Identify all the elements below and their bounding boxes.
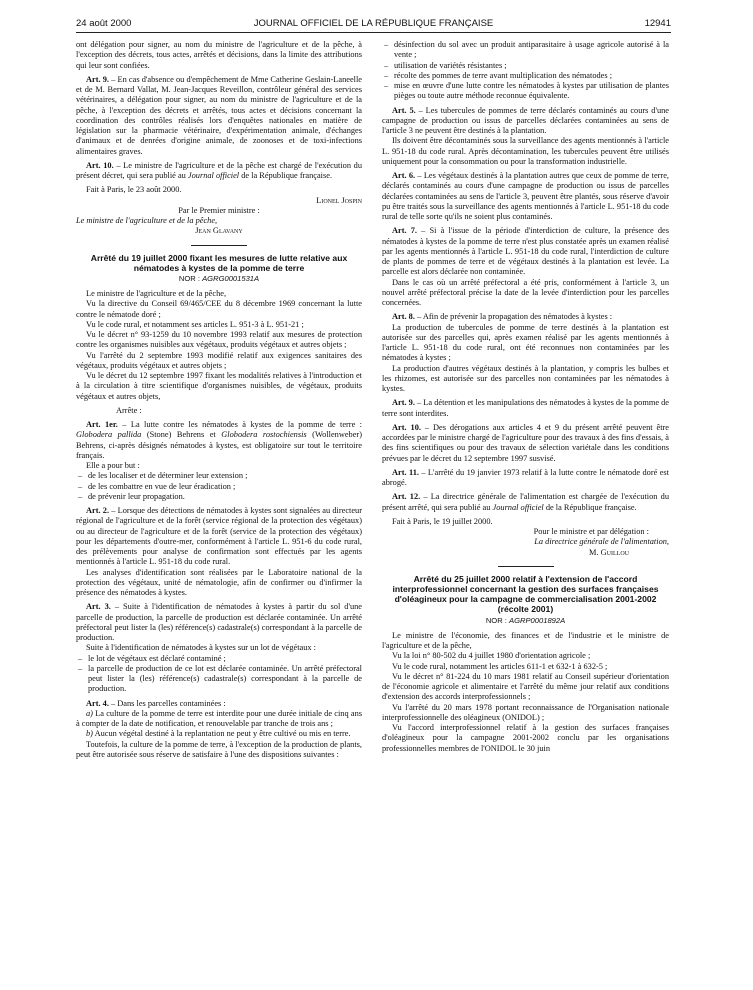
visa: Vu l'accord interprofessionnel relatif à la gestion des surfaces françaises d'oléagineux pour la campagne 2001-2002 conclu par les organisations professionnelles membres de l'ONIDOL le 30 juin bbox=[382, 723, 669, 753]
page-header bbox=[76, 18, 671, 32]
separator bbox=[498, 566, 554, 567]
paragraph: Les analyses d'identification sont réalisées par le Laboratoire national de la protection des végétaux, unité de nématologie, afin de confirmer ou d'infirmer la présence des nématodes à kystes. bbox=[76, 567, 362, 598]
header-date: 24 août 2000 bbox=[76, 18, 132, 29]
list-item: – désinfection du sol avec un produit antiparasitaire à usage agricole autorisé à la vente ; bbox=[382, 40, 669, 61]
visa: Vu le décret du 12 septembre 1997 fixant les modalités relatives à l'introduction et à la circulation à titre scientifique d'organismes nuisibles, de végétaux, produits végétaux et autres objets, bbox=[76, 371, 362, 401]
list-item: – utilisation de variétés résistantes ; bbox=[382, 61, 669, 71]
header-page-number: 12941 bbox=[644, 18, 671, 29]
article-8: Art. 8. – Afin de prévenir la propagation des nématodes à kystes : bbox=[392, 312, 613, 322]
paragraph: a) La culture de la pomme de terre est interdite pour une durée initiale de cinq ans à compter de la date de notification, et renouvelable par tranche de trois ans ; bbox=[76, 708, 362, 729]
nor-reference: NOR : AGRG0001531A bbox=[178, 273, 260, 283]
visa: Le ministre de l'économie, des finances et de l'industrie et le ministre de l'agriculture et de la pêche, bbox=[382, 630, 669, 651]
paragraph: b) Aucun végétal destiné à la replantation ne peut y être cultivé ou mis en terre. bbox=[86, 729, 351, 739]
article-1: Art. 1er. – La lutte contre les nématodes à kystes de la pomme de terre : Globodera pallida (Stone) Behrens et Globodera rostochiensis (Wollenweber) Behrens, ci-après désignés nématodes à kystes, est obligatoire sur tout le territoire français. bbox=[76, 420, 362, 460]
article-9-decree: Art. 9. – En cas d'absence ou d'empêchement de Mme Catherine Geslain-Laneelle et de M. Bernard Vallat, M. Jean-Jacques Reveillon, contrôleur général des services vétérinaires, a délégation pour signer, au nom du ministre de l'agriculture et de la pêche, à l'exception des décrets et arrêtés, tous actes et décisions concernant la coordination des contrôles réalisés lors d'enquêtes nationales en matière de législation sur la pharmacie vétérinaire, d'expérimentation animale, d'échanges d'animaux et de denrées d'origine animale, de zoonoses et de toxi-infections alimentaires graves. bbox=[76, 74, 363, 156]
header-journal-title: JOURNAL OFFICIEL DE LA RÉPUBLIQUE FRANÇAISE bbox=[253, 18, 494, 29]
right-column bbox=[382, 40, 669, 754]
director-title: La directrice générale de l'alimentation, bbox=[534, 537, 669, 547]
article-4: Art. 4. – Dans les parcelles contaminées : bbox=[86, 698, 226, 708]
director-name: M. Guillou bbox=[589, 547, 629, 557]
article-10-decree: Art. 10. – Le ministre de l'agriculture et de la pêche est chargé de l'exécution du présent décret, qui sera publié au Journal officiel de la République française. bbox=[76, 160, 362, 180]
list-item: – le lot de végétaux est déclaré contaminé ; bbox=[76, 654, 362, 664]
separator bbox=[191, 245, 247, 246]
article-7: Art. 7. – Si à l'issue de la période d'interdiction de culture, la présence des nématodes à kystes de la pomme de terre n'est plus constatée après un examen réalisé par les agents mentionnés à l'article L. 951-18 du code rural, l'interdiction de culture de plants de pommes de terre et de végétaux destinés à la plantation est levée. La parcelle est alors déclarée non contaminée. bbox=[382, 226, 669, 277]
minister-title: Le ministre de l'agriculture et de la pêche, bbox=[76, 216, 218, 225]
list-item: – de les combattre en vue de leur éradication ; bbox=[76, 482, 362, 492]
list-item: – la parcelle de production de ce lot est déclarée contaminée. Un arrêté préfectoral peut lister la (les) référence(s) cadastrale(s) correspondant à la parcelle de production. bbox=[76, 664, 362, 695]
par-premier-ministre: Par le Premier ministre : bbox=[178, 205, 260, 215]
article-5: Art. 5. – Les tubercules de pommes de terre déclarés contaminés au cours d'une campagne de production ou issus de parcelles déclarées contaminées au sens de l'article 3 ne peuvent être destinés à la plantation. bbox=[382, 105, 670, 135]
article-6: Art. 6. – Les végétaux destinés à la plantation autres que ceux de pomme de terre, déclarés contaminés au cours d'une campagne de production ou issus de parcelles déclarées contaminées au sens de l'article 3, peuvent être plantés, sous réserve d'avoir pu être traités sous la surveillance des agents mentionnés à l'article L. 951-18 du code rural de telle sorte qu'ils ne soient plus contaminés. bbox=[382, 171, 669, 221]
arrete-title: Arrêté du 25 juillet 2000 relatif à l'extension de l'accord interprofessionnel concernant la gestion des surfaces françaises d'oléagineux pour la campagne de commercialisation 2001-2002 (récolte 2001) bbox=[392, 573, 659, 615]
article-9: Art. 9. – La détention et les manipulations des nématodes à kystes de la pomme de terre sont interdites. bbox=[382, 398, 669, 418]
pour-le-ministre: Pour le ministre et par délégation : bbox=[533, 527, 649, 536]
arrete-word: Arrête : bbox=[116, 405, 142, 415]
paragraph: Suite à l'identification de nématodes à kystes sur un lot de végétaux : bbox=[86, 643, 316, 653]
list-item: – récolte des pommes de terre avant multiplication des nématodes ; bbox=[382, 71, 669, 81]
arrete-title: Arrêté du 19 juillet 2000 fixant les mesures de lutte relative aux nématodes à kystes de la pomme de terre bbox=[90, 252, 348, 273]
paragraph: La production d'autres végétaux destinés à la plantation, y compris les bulbes et les rhizomes, est autorisée sur des parcelles non contaminées par les nématodes à kystes. bbox=[382, 363, 669, 393]
article-11: Art. 11. – L'arrêté du 19 janvier 1973 relatif à la lutte contre le nématode doré est abrogé. bbox=[382, 467, 669, 487]
visa: Vu l'arrêté du 2 septembre 1993 modifié relatif aux exigences sanitaires des végétaux, produits végétaux et autres objets ; bbox=[76, 350, 362, 370]
article-10: Art. 10. – Des dérogations aux articles 4 et 9 du présent arrêté peuvent être accordées par le ministre chargé de l'agriculture pour des travaux à des fins d'essais, à des fins scientifiques ou pour des travaux de sélection variétale dans les conditions prévues par le décret du 12 septembre 1997 susvisé. bbox=[382, 422, 670, 463]
visa: Vu le code rural, et notamment ses articles L. 951-3 à L. 951-21 ; bbox=[86, 319, 304, 329]
list-item: – de les localiser et de déterminer leur extension ; bbox=[76, 471, 362, 481]
visa: Vu le décret n° 81-224 du 10 mars 1981 relatif au Conseil supérieur d'orientation de l'économie agricole et alimentaire et l'arrêté du même jour relatif aux conditions d'extension des accords interprofessionnels ; bbox=[382, 671, 669, 702]
article-2: Art. 2. – Lorsque des détections de nématodes à kystes sont signalées au directeur régional de l'agriculture et de la forêt (service régional de la protection des végétaux) ou au directeur de l'agriculture et de la forêt (service de la protection des végétaux) pour les départements d'outre-mer, conformément à l'article L. 951-6 du code rural, des prélèvements pour analyse de confirmation sont effectués par les agents mentionnés à l'article L. 951-18 du code rural. bbox=[76, 506, 362, 567]
visa: Vu l'arrêté du 20 mars 1978 portant reconnaissance de l'Organisation nationale interprofessionnelle des oléagineux (ONIDOL) ; bbox=[382, 702, 669, 722]
paragraph: Toutefois, la culture de la pomme de terre, à l'exception de la production de plants, peut être autorisée sous réserve de satisfaire à l'une des dispositions suivantes : bbox=[76, 739, 362, 759]
article-12: Art. 12. – La directrice générale de l'alimentation est chargée de l'exécution du présent arrêté, qui sera publié au Journal officiel de la République française. bbox=[382, 492, 669, 512]
nor-reference: NOR : AGRP0001892A bbox=[485, 615, 566, 625]
paragraph: Elle a pour but : bbox=[86, 461, 140, 471]
list-item: – de prévenir leur propagation. bbox=[76, 492, 362, 502]
visa: Vu le code rural, notamment les articles 611-1 et 632-1 à 632-5 ; bbox=[392, 661, 608, 671]
paragraph: Ils doivent être décontaminés sous la surveillance des agents mentionnés à l'article L. 951-18 du code rural. Après décontamination, les tubercules peuvent être utilisés uniquement pour la consommation ou pour la transformation industrielle. bbox=[382, 136, 669, 166]
visa: Vu la directive du Conseil 69/465/CEE du 8 décembre 1969 concernant la lutte contre le nématode doré ; bbox=[76, 299, 362, 319]
left-column bbox=[76, 40, 362, 760]
minister-name: Jean Glavany bbox=[195, 226, 243, 236]
paragraph: Dans le cas où un arrêté préfectoral a été pris, conformément à l'article 3, un nouvel arrêté préfectoral précise la date de la levée d'interdiction pour les parcelles concernées. bbox=[382, 277, 669, 307]
visa: Le ministre de l'agriculture et de la pêche, bbox=[86, 289, 227, 299]
visa: Vu la loi n° 80-502 du 4 juillet 1980 d'orientation agricole ; bbox=[392, 651, 591, 661]
header-rule bbox=[76, 32, 671, 33]
article-3: Art. 3. – Suite à l'identification de nématodes à kystes à partir du sol d'une parcelle de production, la parcelle de production est déclarée contaminée. Un arrêté préfectoral peut lister la (les) référence(s) cadastrale(s) correspondant à la parcelle de production. bbox=[76, 602, 362, 643]
fait-date: Fait à Paris, le 23 août 2000. bbox=[86, 185, 182, 195]
fait-date: Fait à Paris, le 19 juillet 2000. bbox=[392, 516, 493, 526]
paragraph: La production de tubercules de pomme de terre destinés à la plantation est autorisée sur des parcelles qui, après examen réalisé par les agents mentionnés à l'article L. 951-18 du code rural, ont été reconnues non contaminées par les nématodes à kystes ; bbox=[382, 322, 669, 363]
signature-prime-minister: Lionel Jospin bbox=[316, 195, 362, 205]
visa: Vu le décret n° 93-1259 du 10 novembre 1993 relatif aux mesures de protection contre les organismes nuisibles aux végétaux, produits végétaux et autres objets ; bbox=[76, 330, 362, 350]
paragraph: ont délégation pour signer, au nom du ministre de l'agriculture et de la pêche, à l'exception des décrets, tous actes, arrêtés et décisions, dans la limite des attributions qui leur sont confiées. bbox=[76, 40, 362, 70]
list-item: – mise en œuvre d'une lutte contre les nématodes à kystes par utilisation de plantes pièges ou toute autre méthode reconnue équivalente. bbox=[382, 81, 669, 102]
